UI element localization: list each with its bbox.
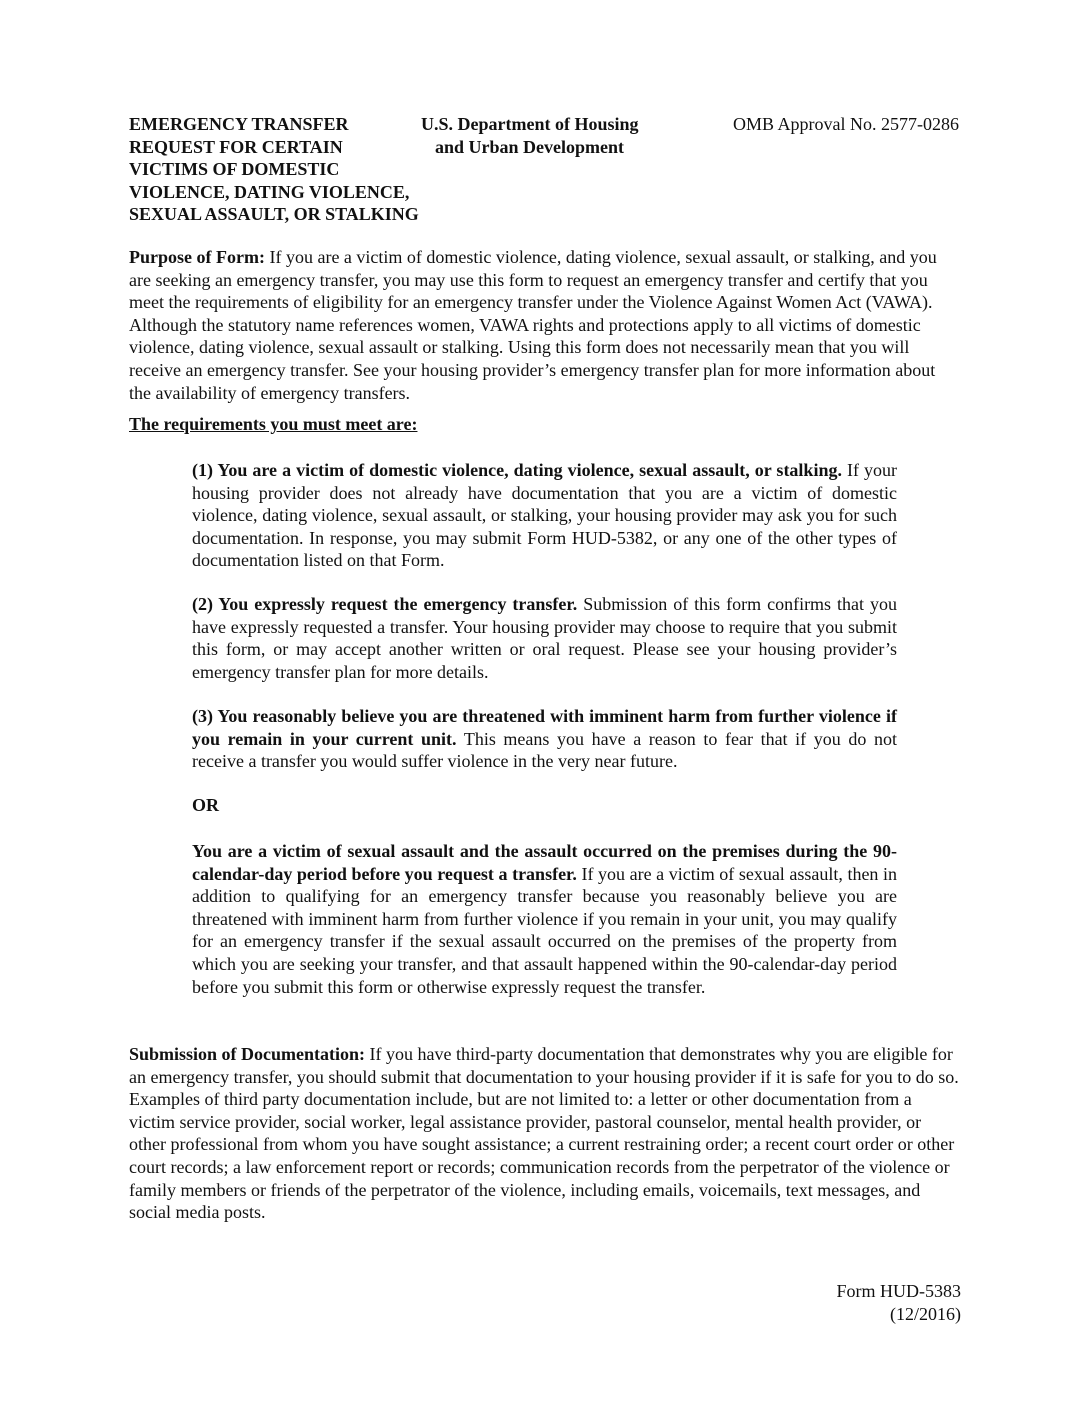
form-title-line: VICTIMS OF DOMESTIC (129, 159, 340, 180)
submission-label: Submission of Documentation: (129, 1044, 366, 1064)
form-title-line: VIOLENCE, DATING VIOLENCE, (129, 181, 410, 202)
form-title-line: SEXUAL ASSAULT, OR STALKING (129, 204, 419, 225)
requirement-item-1 (192, 459, 897, 572)
or-separator: OR (192, 795, 219, 815)
department-name (421, 113, 681, 158)
department-line: U.S. Department of Housing (421, 114, 639, 134)
omb-approval-number: OMB Approval No. 2577-0286 (733, 114, 959, 134)
form-title (129, 113, 449, 226)
requirements-heading: The requirements you must meet are: (129, 414, 418, 434)
submission-text: If you have third-party documentation that demonstrates why you are eligible for an emergency transfer, you should submit that documentation to your housing provider if it is safe for you to do so. Examples of third party documentation include, but are not limited to: a letter or other documentation from a victim service provider, social worker, legal assistance provider, pastoral counselor, mental health provider, or other professional from whom you have sought assistance; a current restraining order; a recent court order or other court records; a law enforcement report or records; communication records from the perpetrator of the violence or family members or friends of the perpetrator of the violence, including emails, voicemails, text messages, and social media posts. (129, 1044, 959, 1223)
form-footer (837, 1280, 962, 1325)
requirement-title: (1) You are a victim of domestic violence, dating violence, sexual assault, or stalking. (192, 460, 842, 480)
form-number: Form HUD-5383 (836, 1281, 961, 1301)
purpose-label: Purpose of Form: (129, 247, 265, 267)
requirement-text: If your housing provider does not already have documentation that you are a victim of domestic violence, dating violence, sexual assault, or stalking, your housing provider may ask you for such documentation. In response, you may submit Form HUD-5382, or any one of the other types of documentation listed on that Form. (192, 460, 898, 571)
requirement-title: You are a victim of sexual assault and the assault occurred on the premises during the 90-calendar-day period before you request a transfer. (192, 841, 897, 884)
requirement-alternative (192, 840, 897, 998)
submission-paragraph (129, 1043, 959, 1224)
form-date: (12/2016) (890, 1303, 961, 1324)
requirement-item-3 (192, 705, 897, 773)
requirement-item-2 (192, 593, 897, 683)
form-title-line: REQUEST FOR CERTAIN (129, 136, 343, 157)
purpose-text: If you are a victim of domestic violence, dating violence, sexual assault, or stalking, and you are seeking an emergency transfer, you may use this form to request an emergency transfer and certify that you meet the requirements of eligibility for an emergency transfer under the Violence Against Women Act (VAWA). Although the statutory name references women, VAWA rights and protections apply to all victims of domestic violence, dating violence, sexual assault or stalking. Using this form does not necessarily mean that you will receive an emergency transfer. See your housing provider’s emergency transfer plan for more information about the availability of emergency transfers. (129, 247, 937, 403)
purpose-paragraph (129, 246, 959, 404)
department-line: and Urban Development (435, 136, 625, 157)
requirement-text: Submission of this form confirms that you have expressly requested a transfer. Your housing provider may choose to require that you submit this form, or may accept another written or oral request. Please see your housing provider’s emergency transfer plan for more details. (192, 594, 897, 682)
requirement-text: If you are a victim of sexual assault, then in addition to qualifying for an emergency transfer because you reasonably believe you are threatened with imminent harm from further violence if you remain in your unit, you may qualify for an emergency transfer if the sexual assault occurred on the premises of the property from which you are seeking your transfer, and that assault happened within the 90-calendar-day period before you submit this form or otherwise expressly request the transfer. (192, 863, 898, 997)
requirement-title: (3) You reasonably believe you are threatened with imminent harm from further violence if you remain in your current unit. (192, 706, 897, 749)
requirement-text: This means you have a reason to fear that if you do not receive a transfer you would suffer violence in the very near future. (192, 728, 897, 772)
form-title-line: EMERGENCY TRANSFER (129, 114, 349, 134)
requirement-title: (2) You expressly request the emergency transfer. (192, 594, 578, 614)
